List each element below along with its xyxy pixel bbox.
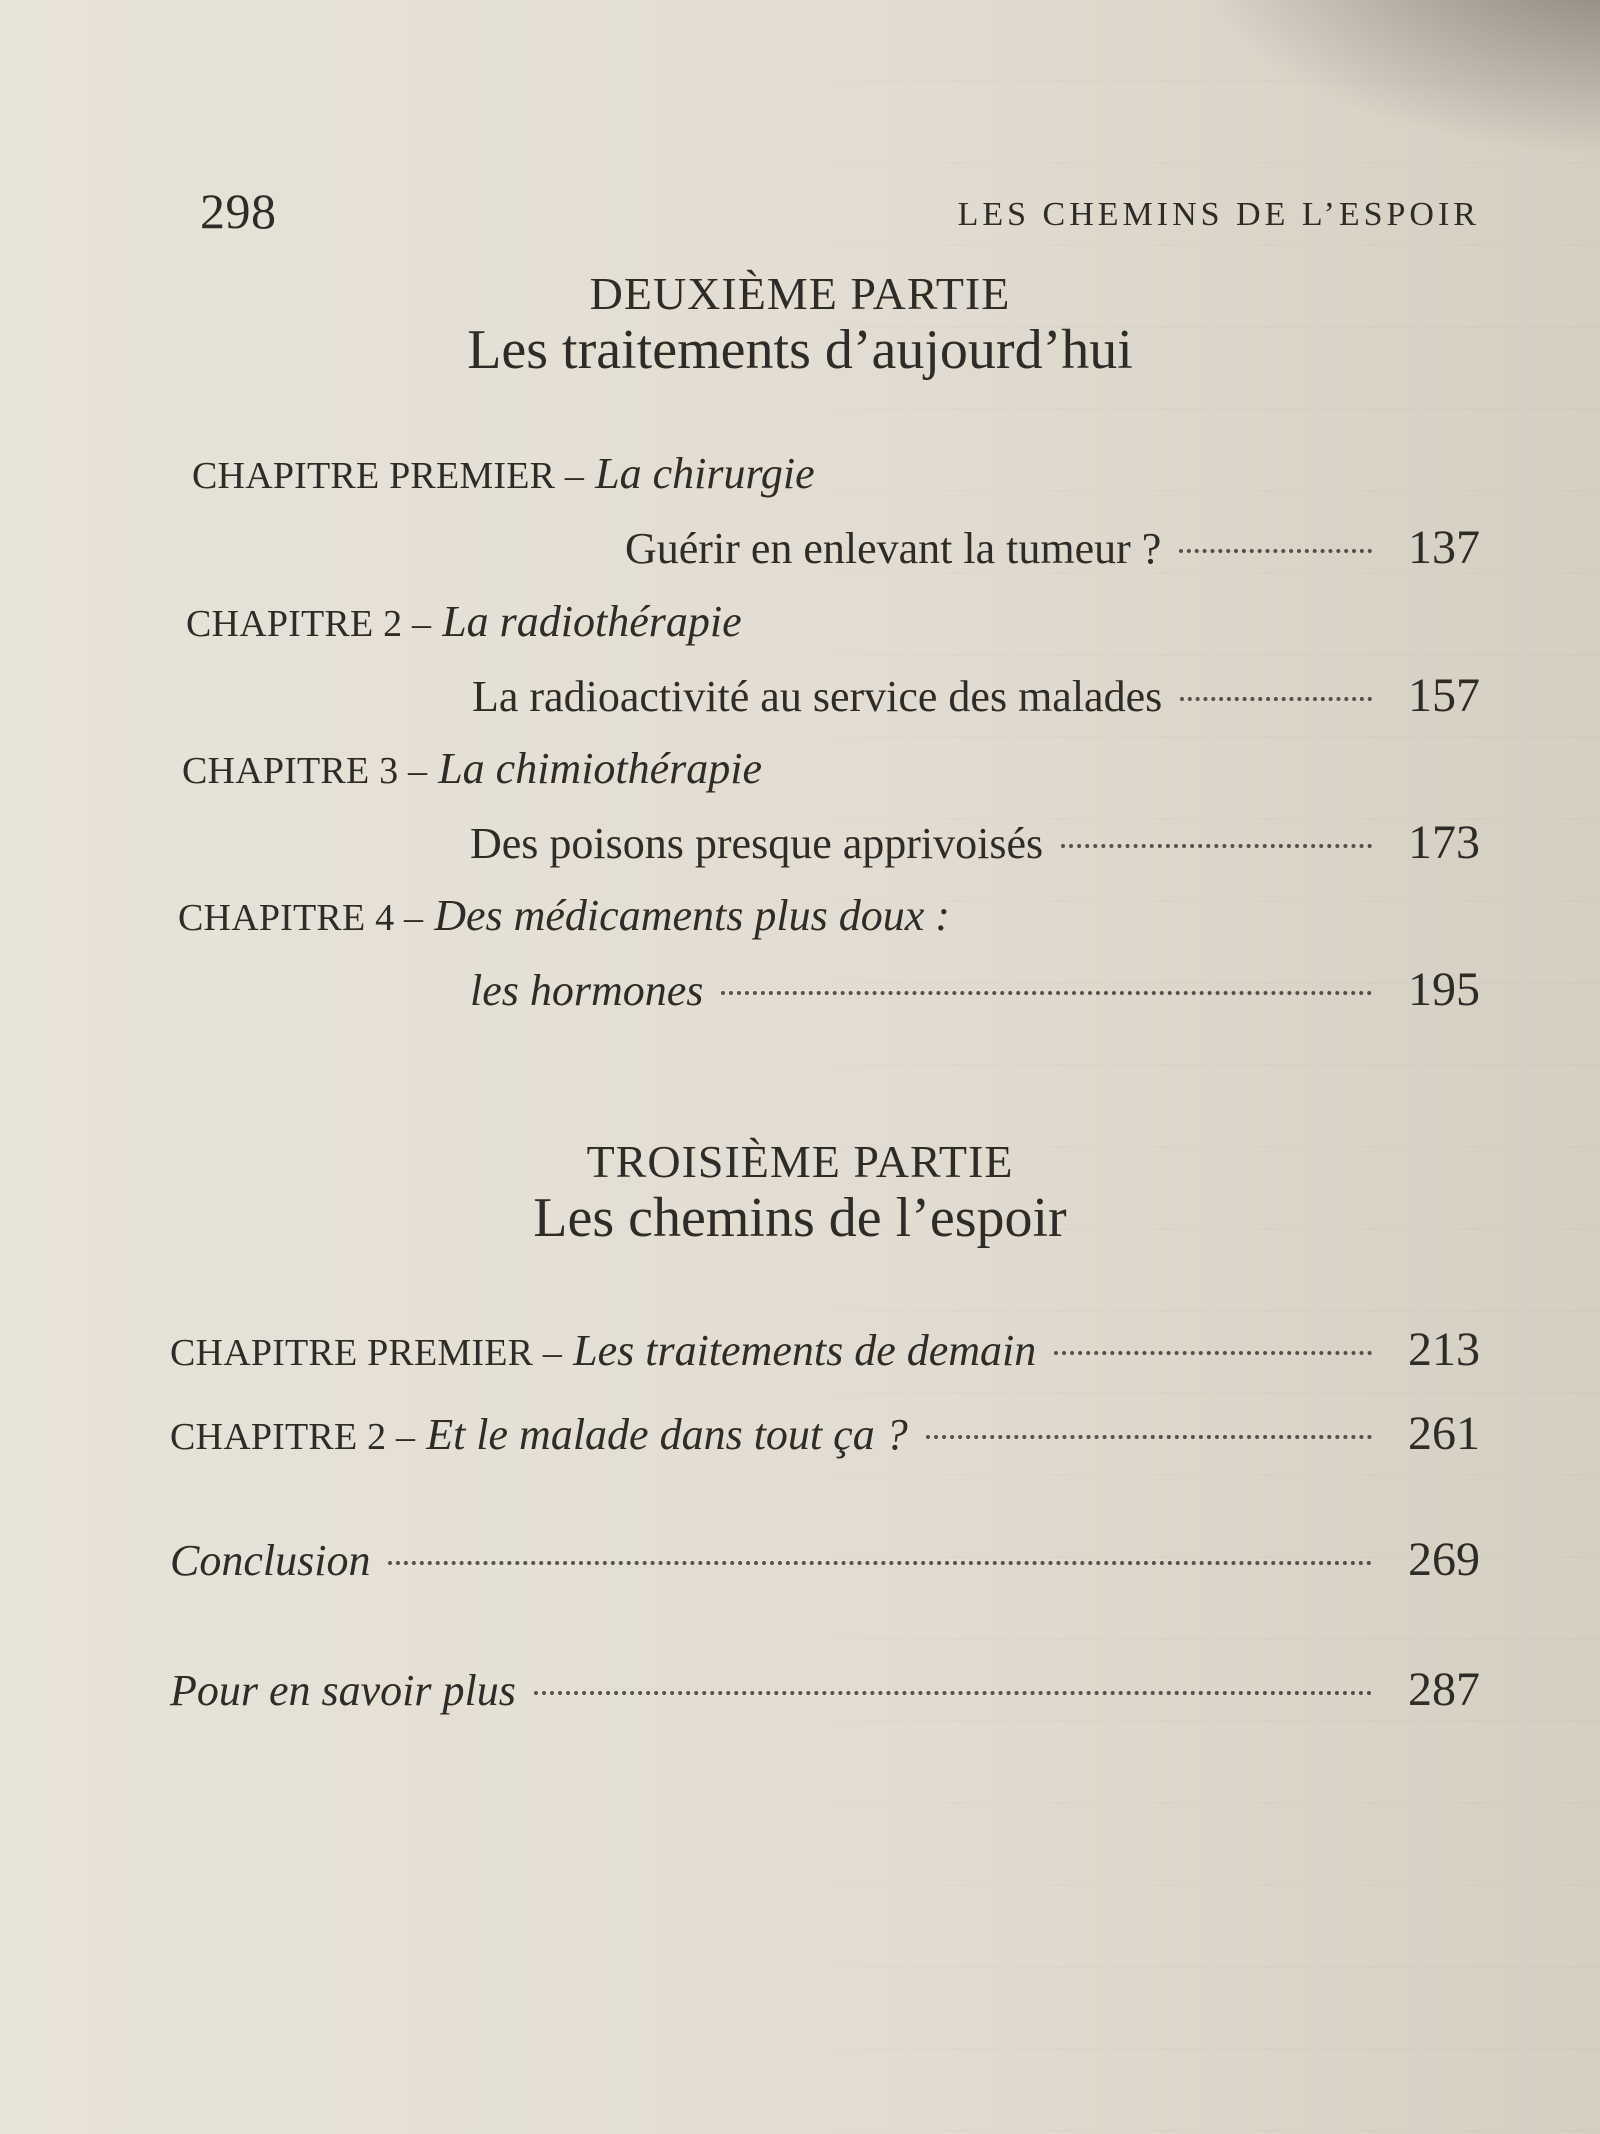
- chapter-title: Et le malade dans tout ça ?: [426, 1410, 908, 1459]
- chapter-label: CHAPITRE PREMIER –: [192, 455, 585, 497]
- chapter-line: [186, 596, 742, 647]
- chapter-title: Des médicaments plus doux :: [434, 891, 950, 940]
- page-shadow: [1180, 0, 1600, 160]
- dotted-leader: [1179, 549, 1372, 553]
- dotted-leader: [1061, 844, 1372, 848]
- chapter-title: Les traitements de demain: [573, 1326, 1037, 1375]
- chapter-label: CHAPITRE 4 –: [178, 897, 424, 939]
- dotted-leader: [388, 1561, 1372, 1565]
- part-heading: [0, 270, 1600, 383]
- running-title: LES CHEMINS DE L’ESPOIR: [957, 196, 1480, 233]
- chapter-title: La chirurgie: [595, 449, 815, 498]
- toc-entry-line: [170, 1322, 1480, 1377]
- part-heading: [0, 1138, 1600, 1251]
- toc-entry: [625, 520, 1480, 575]
- dotted-leader: [721, 991, 1372, 995]
- dotted-leader: [1054, 1351, 1372, 1355]
- dotted-leader: [1180, 697, 1372, 701]
- toc-entry: [470, 815, 1480, 870]
- page-ref: 137: [1408, 521, 1480, 574]
- chapter-label: CHAPITRE 2 –: [170, 1416, 416, 1458]
- entry-text: La radioactivité au service des malades: [472, 672, 1163, 721]
- page-ref: 287: [1408, 1663, 1480, 1716]
- page-ref: 157: [1408, 669, 1480, 722]
- toc-entry: [470, 962, 1480, 1017]
- page-ref: 173: [1408, 816, 1480, 869]
- part-label: TROISIÈME PARTIE: [586, 1136, 1014, 1187]
- part-title: Les chemins de l’espoir: [533, 1187, 1067, 1250]
- chapter-title: La radiothérapie: [442, 597, 742, 646]
- toc-entry: [472, 668, 1480, 723]
- part-title: Les traitements d’aujourd’hui: [467, 319, 1133, 382]
- chapter-label: CHAPITRE 3 –: [182, 750, 428, 792]
- page-ref: 261: [1408, 1407, 1480, 1460]
- entry-text: Pour en savoir plus: [170, 1666, 516, 1715]
- dotted-leader: [534, 1691, 1372, 1695]
- part-label: DEUXIÈME PARTIE: [589, 268, 1011, 319]
- dotted-leader: [926, 1435, 1372, 1439]
- chapter-line: [178, 890, 950, 941]
- entry-text: Conclusion: [170, 1536, 371, 1585]
- toc-entry-line: [170, 1406, 1480, 1461]
- toc-entry-line: [170, 1532, 1480, 1587]
- chapter-line: [182, 743, 762, 794]
- chapter-label: CHAPITRE PREMIER –: [170, 1332, 563, 1374]
- entry-text: Des poisons presque apprivoisés: [470, 819, 1044, 868]
- chapter-label: CHAPITRE 2 –: [186, 603, 432, 645]
- chapter-line: [192, 448, 815, 499]
- chapter-title: La chimiothérapie: [438, 744, 763, 793]
- page-ref: 195: [1408, 963, 1480, 1016]
- entry-text: Guérir en enlevant la tumeur ?: [625, 524, 1162, 573]
- page-ref: 213: [1408, 1323, 1480, 1376]
- entry-text: les hormones: [470, 966, 704, 1015]
- toc-entry-line: [170, 1662, 1480, 1717]
- page-ref: 269: [1408, 1533, 1480, 1586]
- page-number: 298: [200, 183, 277, 239]
